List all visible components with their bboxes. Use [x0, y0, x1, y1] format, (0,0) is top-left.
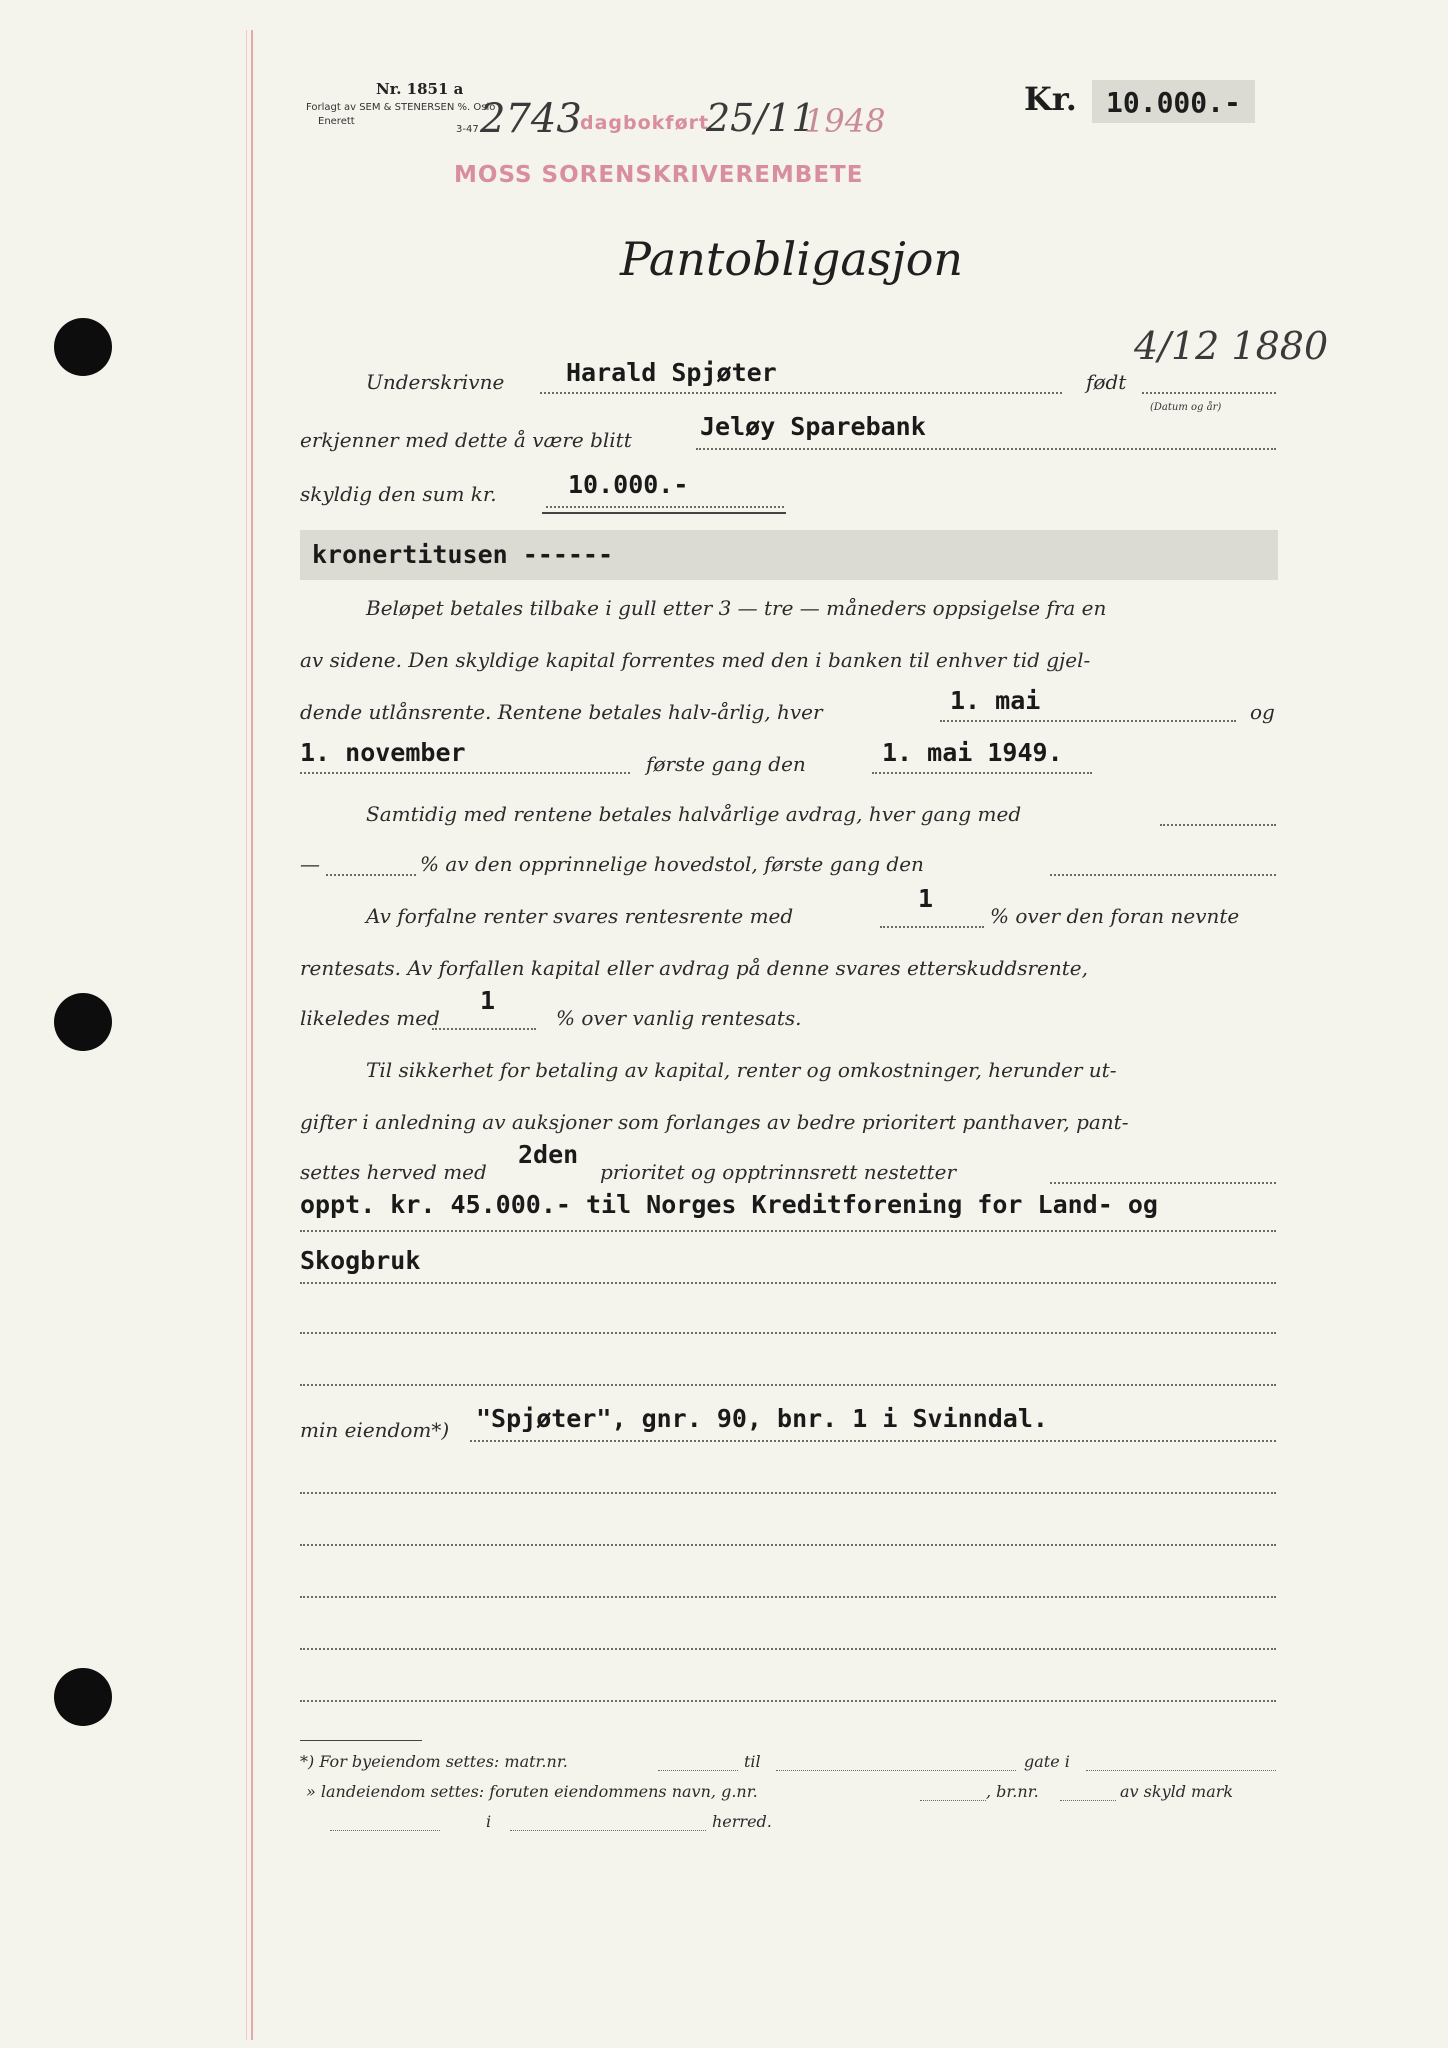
publisher-line-2: Enerett	[318, 116, 355, 127]
interest-date-1-dotline	[940, 720, 1236, 722]
footnote-line-2-b: , br.nr.	[986, 1782, 1039, 1801]
terms-line-9: likeledes med	[300, 1006, 440, 1030]
compound-rate-value: 1	[918, 884, 934, 913]
interest-date-2: 1. november	[300, 738, 466, 767]
born-dotline	[1142, 392, 1276, 394]
footnote-line-1-b: til	[744, 1752, 761, 1771]
stamp-office: MOSS SORENSKRIVEREMBETE	[454, 162, 864, 188]
blank-dotline-5	[300, 1596, 1276, 1598]
footnote-line-3-b: herred.	[712, 1812, 772, 1831]
terms-line-11: gifter i anledning av auksjoner som forlanges av bedre prioritert panthaver, pant-	[300, 1110, 1129, 1134]
terms-line-9-end: % over vanlig rentesats.	[556, 1006, 802, 1030]
terms-line-6-dotline-a	[326, 874, 416, 876]
terms-line-12-dotline	[1050, 1182, 1276, 1184]
document-title: Pantobligasjon	[620, 232, 964, 286]
amount-value: 10.000.-	[1092, 80, 1255, 123]
stamp-label: dagbokført	[580, 112, 710, 134]
terms-line-5: Samtidig med rentene betales halvårlige avdrag, hver gang med	[366, 802, 1022, 826]
prior-claims-dotline-1	[300, 1230, 1276, 1232]
blank-dotline-3	[300, 1492, 1276, 1494]
terms-line-12-end: prioritet og opptrinnsrett nestetter	[600, 1160, 957, 1184]
footnote-line-3: i	[486, 1812, 492, 1831]
footnote-line-2-c: av skyld mark	[1120, 1782, 1234, 1801]
first-interest-date-dotline	[872, 772, 1092, 774]
creditor-label: erkjenner med dette å være blitt	[300, 428, 632, 452]
footnote-dots-3a	[330, 1830, 440, 1831]
terms-line-4: første gang den	[646, 752, 806, 776]
footnote-dots-1b	[776, 1770, 1016, 1771]
publisher-line-1: Forlagt av SEM & STENERSEN %. Oslo	[306, 102, 496, 113]
sum-label: skyldig den sum kr.	[300, 482, 497, 506]
property-dotline	[470, 1440, 1276, 1442]
amount-label: Kr.	[1024, 80, 1077, 118]
debtor-dotline	[540, 392, 1062, 394]
terms-line-6-dotline-b	[1050, 874, 1276, 876]
margin-rule	[251, 30, 253, 2040]
blank-dotline-2	[300, 1384, 1276, 1386]
terms-line-10: Til sikkerhet for betaling av kapital, renter og omkostninger, herunder ut-	[366, 1058, 1117, 1082]
footnote-rule	[300, 1740, 422, 1741]
terms-line-12: settes herved med	[300, 1160, 487, 1184]
footnote-dots-1c	[1086, 1770, 1276, 1771]
footnote-line-2: » landeiendom settes: foruten eiendommens navn, g.nr.	[306, 1782, 758, 1801]
interest-date-1: 1. mai	[950, 686, 1041, 715]
terms-line-7-end: % over den foran nevnte	[990, 904, 1240, 928]
terms-line-5-dotline	[1160, 824, 1276, 826]
punch-hole-top	[54, 318, 112, 376]
born-hint: (Datum og år)	[1150, 402, 1222, 413]
creditor-name: Jeløy Sparebank	[700, 412, 926, 441]
blank-dotline-1	[300, 1332, 1276, 1334]
footnote-dots-1a	[658, 1770, 738, 1771]
footnote-dots-2b	[1060, 1800, 1116, 1801]
footnote-line-1: *) For byeiendom settes: matr.nr.	[300, 1752, 568, 1771]
blank-dotline-6	[300, 1648, 1276, 1650]
terms-line-6-dash: —	[300, 852, 320, 876]
creditor-dotline	[696, 448, 1276, 450]
form-number: Nr. 1851 a	[376, 80, 464, 98]
terms-line-6: % av den opprinnelige hovedstol, første gang den	[420, 852, 924, 876]
stamp-year: 1948	[804, 102, 886, 140]
stamp-date: 25/11	[706, 96, 816, 140]
sum-value: 10.000.-	[568, 470, 689, 499]
footnote-dots-2a	[920, 1800, 986, 1801]
prior-claims-line-2: Skogbruk	[300, 1246, 421, 1275]
sum-underline	[542, 512, 786, 514]
terms-line-2: av sidene. Den skyldige kapital forrentes med den i banken til enhver tid gjel-	[300, 648, 1091, 672]
overdue-rate-dotline	[432, 1028, 536, 1030]
sum-words: kronertitusen ------	[312, 540, 614, 569]
first-interest-date: 1. mai 1949.	[882, 738, 1063, 767]
stamp-number: 2743	[480, 96, 582, 142]
prior-claims-line-1: oppt. kr. 45.000.- til Norges Kreditforening for Land- og	[300, 1190, 1158, 1219]
terms-line-3: dende utlånsrente. Rentene betales halv-årlig, hver	[300, 700, 823, 724]
punch-hole-middle	[54, 993, 112, 1051]
publisher-date: 3-47	[456, 124, 479, 135]
property-label: min eiendom*)	[300, 1418, 450, 1442]
terms-line-8: rentesats. Av forfallen kapital eller avdrag på denne svares etterskuddsrente,	[300, 956, 1088, 980]
blank-dotline-4	[300, 1544, 1276, 1546]
margin-rule-light	[246, 30, 247, 2040]
property-value: "Spjøter", gnr. 90, bnr. 1 i Svinndal.	[476, 1404, 1048, 1433]
punch-hole-bottom	[54, 1668, 112, 1726]
priority-value: 2den	[518, 1140, 579, 1169]
debtor-name: Harald Spjøter	[566, 358, 777, 387]
sum-dotline	[546, 506, 784, 508]
overdue-rate-value: 1	[480, 986, 496, 1015]
born-date: 4/12 1880	[1134, 324, 1329, 368]
interest-date-2-dotline	[300, 772, 630, 774]
compound-rate-dotline	[880, 926, 984, 928]
prior-claims-dotline-2	[300, 1282, 1276, 1284]
born-label: født	[1086, 370, 1127, 394]
debtor-label: Underskrivne	[366, 370, 505, 394]
terms-line-7: Av forfalne renter svares rentesrente med	[366, 904, 794, 928]
terms-line-1: Beløpet betales tilbake i gull etter 3 — tre — måneders oppsigelse fra en	[366, 596, 1107, 620]
footnote-line-1-c: gate i	[1024, 1752, 1070, 1771]
blank-dotline-7	[300, 1700, 1276, 1702]
terms-line-3-end: og	[1250, 700, 1275, 724]
footnote-dots-3b	[510, 1830, 706, 1831]
